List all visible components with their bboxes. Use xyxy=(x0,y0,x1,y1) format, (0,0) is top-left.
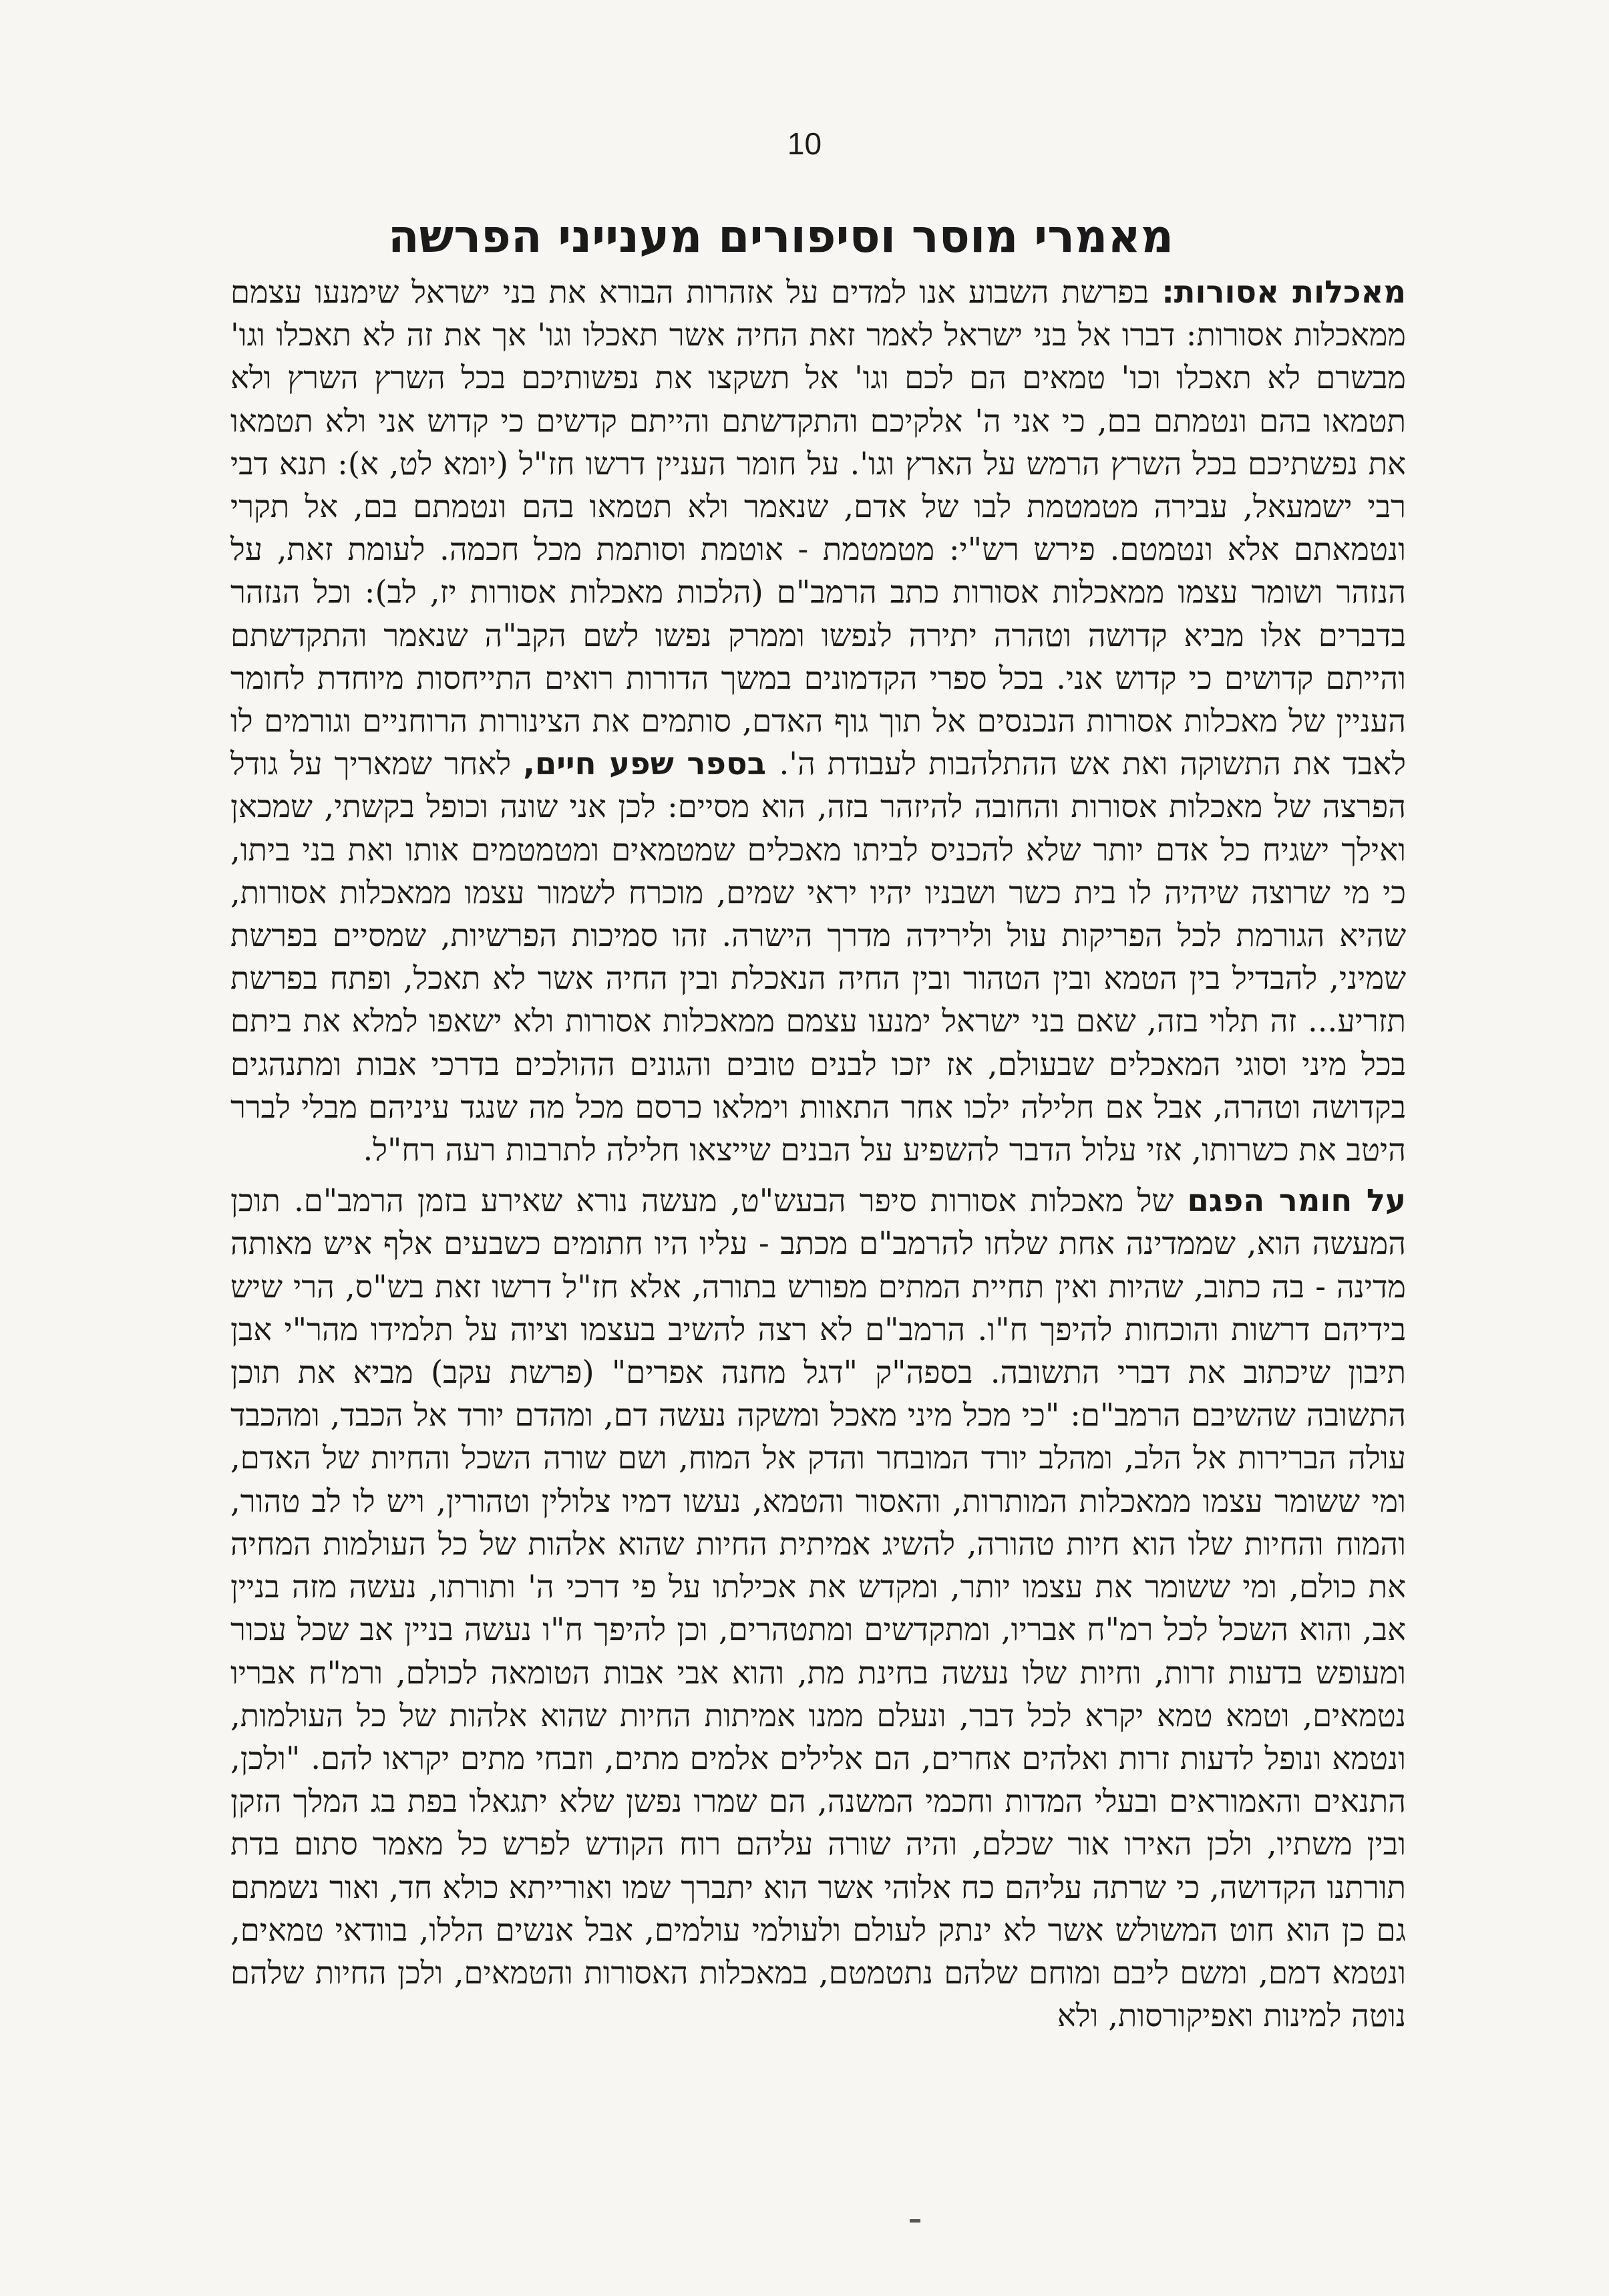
paragraph-severity-of-blemish xyxy=(230,1179,1406,2037)
paragraph-heading: מאכלות אסורות: xyxy=(1161,274,1407,310)
paragraph-text: לאחר שמאריך על גודל הפרצה של מאכלות אסורות והחובה להיזהר בזה, הוא מסיים: לכן אני שונה וכופל בקשתי, שמכאן ואילך ישגיח כל אדם יותר שלא להכניס לביתו מאכלים שמטמאים ומטמטמים אותו ואת בני ביתו, כי מי שרוצה שיהיה לו בית כשר ושבניו יהיו יראי שמים, מוכרח לשמור עצמו ממאכלות אסורות, שהיא הגורמת לכל הפריקות עול ולירידה מדרך הישרה. זהו סמיכות הפרשיות, שמסיים בפרשת שמיני, להבדיל בין הטמא ובין הטהור ובין החיה הנאכלת ובין החיה אשר לא תאכל, ופתח בפרשת תזריע... זה תלוי בזה, שאם בני ישראל ימנעו עצמם ממאכלות אסורות ולא ישאפו למלא את ביתם בכל מיני וסוגי המאכלים שבעולם, אז יזכו לבנים טובים והגונים ההולכים בדרכי אבות ומתנהגים בקדושה וטהרה, אבל אם חלילה ילכו אחר התאוות וימלאו כרסם מכל מה שנגד עיניהם מבלי לברר היטב את כשרותו, אזי עלול הדבר להשפיע על הבנים שייצאו חלילה לתרבות רעה רח"ל. xyxy=(230,746,1406,1168)
paragraph-heading: על חומר הפגם xyxy=(1187,1182,1406,1219)
page-number: 10 xyxy=(787,126,822,161)
page-title: מאמרי מוסר וסיפורים מענייני הפרשה xyxy=(387,210,1174,263)
paragraph-text: בפרשת השבוע אנו למדים על אזהרות הבורא את בני ישראל שימנעו עצמם ממאכלות אסורות: דברו אל בני ישראל לאמר זאת החיה אשר תאכלו וגו' אך את זה לא תאכלו וגו' מבשרם לא תאכלו וכו' טמאים הם לכם וגו' אל תשקצו את נפשותיכם בכל השרץ השרץ ולא תטמאו בהם ונטמתם בם, כי אני ה' אלקיכם והתקדשתם והייתם קדשים כי קדוש אני ולא תטמאו את נפשתיכם בכל השרץ הרמש על הארץ וגו'. על חומר העניין דרשו חז"ל (יומא לט, א): תנא דבי רבי ישמעאל, עבירה מטמטמת לבו של אדם, שנאמר ולא תטמאו בהם ונטמתם בם, אל תקרי ונטמאתם אלא ונטמטם. פירש רש"י: מטמטמת - אוטמת וסותמת מכל חכמה. לעומת זאת, על הנזהר ושומר עצמו ממאכלות אסורות כתב הרמב"ם (הלכות מאכלות אסורות יז, לב): וכל הנזהר בדברים אלו מביא קדושה וטהרה יתירה לנפשו וממרק נפשו לשם הקב"ה שנאמר והתקדשתם והייתם קדושים כי קדוש אני. בכל ספרי הקדמונים במשך הדורות רואים התייחסות מיוחדת לחומר העניין של מאכלות אסורות הנכנסים אל תוך גוף האדם, סותמים את הצינורות הרוחניים וגורמים לו לאבד את התשוקה ואת אש ההתלהבות לעבודת ה'. xyxy=(230,274,1406,782)
paragraph-forbidden-foods xyxy=(230,271,1406,1171)
book-reference: בספר שפע חיים, xyxy=(523,746,779,782)
paragraph-text: של מאכלות אסורות סיפר הבעש"ט, מעשה נורא שאירע בזמן הרמב"ם. תוכן המעשה הוא, שממדינה אחת שלחו להרמב"ם מכתב - עליו היו חתומים כשבעים אלף איש מאותה מדינה - בה כתוב, שהיות ואין תחיית המתים מפורש בתורה, אלא חז"ל דרשו זאת בש"ס, הרי שיש בידיהם דרשות והוכחות להיפך ח"ו. הרמב"ם לא רצה להשיב בעצמו וציוה על תלמידו מהר"י אבן תיבון שיכתוב את דברי התשובה. בספה"ק "דגל מחנה אפרים" (פרשת עקב) מביא את תוכן התשובה שהשיבם הרמב"ם: "כי מכל מיני מאכל ומשקה נעשה דם, ומהדם יורד אל הכבד, ומהכבד עולה הברירות אל הלב, ומהלב יורד המובחר והדק אל המוח, ושם שורה השכל והחיות של האדם, ומי ששומר עצמו ממאכלות המותרות, והאסור והטמא, נעשו דמיו צלולין וטהורין, ויש לו לב טהור, והמוח והחיות שלו הוא חיות טהורה, להשיג אמיתית החיות שהוא אלהות של כל העולמות המחיה את כולם, ומי ששומר את עצמו יותר, ומקדש את אכילתו על פי דרכי ה' ותורתו, נעשה מזה בניין אב, והוא השכל לכל רמ"ח אבריו, ומתקדשים ומתטהרים, וכן להיפך ח"ו נעשה בניין אב שכל עכור ומעופש בדעות זרות, וחיות שלו נעשה בחינת מת, והוא אבי אבות הטומאה לכולם, ורמ"ח אבריו נטמאים, וטמא טמא יקרא לכל דבר, ונעלם ממנו אמיתות החיות שהוא אלהות של כל העולמות, ונטמא ונופל לדעות זרות ואלהים אחרים, הם אלילים אלמים מתים, וזבחי מתים יקראו להם. "ולכן, התנאים והאמוראים ובעלי המדות וחכמי המשנה, הם שמרו נפשן שלא יתגאלו בפת בג המלך הזקן ובין משתיו, ולכן האירו אור שכלם, והיה שורה עליהם רוח הקודש לפרש כל מאמר סתום בדת תורתנו הקדושה, כי שרתה עליהם כח אלוהי אשר הוא יתברך שמו ואורייתא כולא חד, ואור נשמתם גם כן הוא חוט המשולש אשר לא ינתק לעולם ולעולמי עולמים, אבל אנשים הללו, בוודאי טמאים, ונטמא דמם, ומשם ליבם ומוחם שלהם נתטמטם, במאכלות האסורות והטמאים, ולכן החיות שלהם נוטה למינות ואפיקורסות, ולא xyxy=(230,1182,1406,2034)
scan-mark xyxy=(910,2219,920,2223)
article-body xyxy=(230,271,1406,2037)
